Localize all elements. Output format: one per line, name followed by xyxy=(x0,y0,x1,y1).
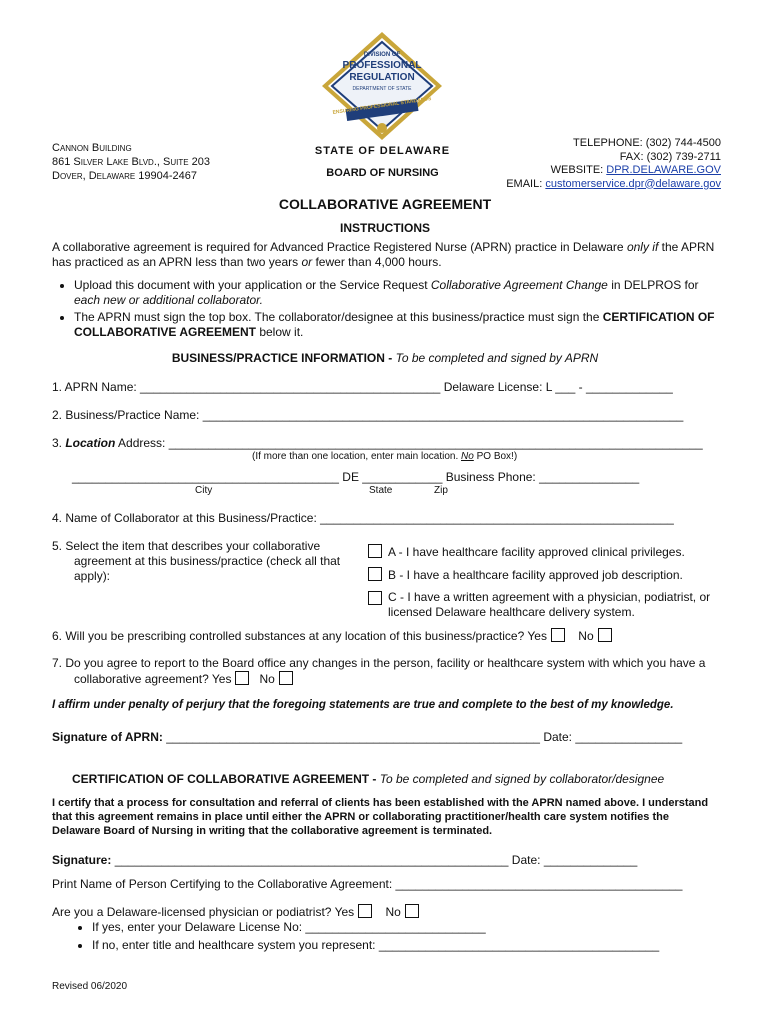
logo-ribbon: ENSURING PROFESSIONAL STANDARDS xyxy=(332,96,432,116)
license-bullets xyxy=(52,919,659,955)
q7-yes-label: Yes xyxy=(211,672,232,686)
instr-emph: or xyxy=(301,255,313,269)
print-name-field[interactable]: Print Name of Person Certifying to the Collaborative Agreement: ___________________________________________ xyxy=(52,877,683,891)
instructions-bullets xyxy=(52,278,722,342)
collaborator-signature-field[interactable]: ___________________________________________________________ xyxy=(114,853,509,867)
checkbox-c[interactable] xyxy=(368,591,382,605)
option-a[interactable] xyxy=(368,544,685,559)
option-b[interactable] xyxy=(368,567,683,582)
certification-heading-note: To be completed and signed by collaborator/designee xyxy=(379,772,665,786)
contact-block xyxy=(506,137,721,191)
collaborator-date-field[interactable]: ______________ xyxy=(543,853,638,867)
q7-text: 7. Do you agree to report to the Board office any changes in the person, facility or healthcare system with which you have a collaborative agreement? xyxy=(52,656,706,686)
licensed-question xyxy=(52,904,419,919)
revision-note: Revised 06/2020 xyxy=(52,981,128,992)
certification-heading-label: CERTIFICATION OF COLLABORATIVE AGREEMENT - xyxy=(72,772,380,786)
collaborator-signature-row xyxy=(52,853,637,867)
address-line-2: 861 Silver Lake Blvd., Suite 203 xyxy=(52,156,210,168)
city-label: City xyxy=(195,485,213,496)
bullet-text: The APRN must sign the top box. The collaborator/designee at this business/practice must sign the xyxy=(74,310,603,324)
q6-controlled xyxy=(52,628,612,643)
q3-note xyxy=(252,451,517,462)
instr-text: the APRN has practiced as an APRN less than two years xyxy=(52,240,715,269)
telephone: TELEPHONE: (302) 744-4500 xyxy=(573,137,721,149)
instr-text: fewer than 4,000 hours. xyxy=(312,255,442,269)
aprn-signature-row xyxy=(52,730,682,744)
affirm-statement: I affirm under penalty of perjury that the foregoing statements are true and complete to the best of my knowledge. xyxy=(52,699,674,711)
board-title: BOARD OF NURSING xyxy=(326,167,439,179)
fax: FAX: (302) 739-2711 xyxy=(619,150,721,163)
business-heading-note: To be completed and signed by APRN xyxy=(395,351,599,365)
bullet-text: in DELPROS for xyxy=(607,278,699,292)
logo-line1: PROFESSIONAL xyxy=(342,60,422,71)
dpr-logo xyxy=(318,30,446,140)
state-label: State xyxy=(369,485,393,496)
city-state-zip-phone[interactable]: ________________________________________ DE ____________ Business Phone: _______________ xyxy=(72,470,640,484)
address-block xyxy=(52,141,210,183)
checkbox-b[interactable] xyxy=(368,567,382,581)
option-b-label: B - I have a healthcare facility approved job description. xyxy=(388,568,683,582)
collaborator-date-label: Date: xyxy=(511,853,541,867)
aprn-date-field[interactable]: ________________ xyxy=(575,730,683,744)
page-title: COLLABORATIVE AGREEMENT xyxy=(278,196,492,212)
option-c[interactable] xyxy=(368,590,718,620)
instructions-heading: INSTRUCTIONS xyxy=(340,221,430,235)
q3-note-no: No xyxy=(461,451,474,462)
q3-number: 3. xyxy=(52,436,66,450)
certification-text: I certify that a process for consultation and referral of clients has been established with the APRN named above. I understand that this agreement remains in place until either the APRN or collaborating practitioner/health care system notifies the Delaware Board of Nursing in writing that the collaborative agreement is terminated. xyxy=(52,797,709,837)
checkbox-a[interactable] xyxy=(368,544,382,558)
q5-select: 5. Select the item that describes your collaborative agreement at this business/practice (check all that apply): xyxy=(52,539,341,583)
bullet-text: Upload this document with your application or the Service Request xyxy=(74,278,431,292)
licensed-yes-checkbox[interactable] xyxy=(358,904,372,918)
bullet-text: below it. xyxy=(256,325,304,339)
licensed-question-text: Are you a Delaware-licensed physician or podiatrist? Yes xyxy=(52,905,355,919)
licensed-no-label: No xyxy=(385,905,401,919)
q4-collaborator[interactable]: 4. Name of Collaborator at this Business/Practice: _____________________________________________________ xyxy=(52,511,674,525)
q6-text: 6. Will you be prescribing controlled substances at any location of this business/practice? Yes xyxy=(52,629,547,643)
option-c-label: C - I have a written agreement with a physician, podiatrist, or licensed Delaware healthcare delivery system. xyxy=(388,590,711,619)
email-row xyxy=(506,178,721,192)
instructions-paragraph xyxy=(52,240,722,270)
q3-note-text: (If more than one location, enter main location. xyxy=(252,451,462,462)
licensed-no-checkbox[interactable] xyxy=(405,904,419,918)
email-label: EMAIL: xyxy=(506,177,543,190)
q3-address[interactable] xyxy=(52,436,703,450)
aprn-signature-label: Signature of APRN: xyxy=(52,730,163,744)
address-line-3: Dover, Delaware 19904-2467 xyxy=(52,170,197,182)
bullet-emph: each new or additional collaborator. xyxy=(74,293,264,307)
bullet-strong: CERTIFICATION OF COLLABORATIVE AGREEMENT xyxy=(74,310,715,339)
logo-line2: REGULATION xyxy=(349,72,415,83)
q7-report xyxy=(52,656,734,687)
q2-business-name[interactable]: 2. Business/Practice Name: ________________________________________________________________________ xyxy=(52,408,684,422)
collaborator-signature-label: Signature: xyxy=(52,853,112,867)
business-heading xyxy=(0,351,770,365)
q3-note-text: PO Box!) xyxy=(473,451,518,462)
instr-emph: only if xyxy=(626,240,659,254)
state-title: STATE OF DELAWARE xyxy=(314,145,451,157)
aprn-signature-field[interactable]: ________________________________________________________ xyxy=(166,730,540,744)
website-label: WEBSITE: xyxy=(550,164,604,176)
q7-yes-checkbox[interactable] xyxy=(235,671,249,685)
bullet-sign xyxy=(74,310,722,340)
q7-no-checkbox[interactable] xyxy=(279,671,293,685)
q3-line: Address: ________________________________________________________________________________ xyxy=(115,436,703,450)
q7-no-label: No xyxy=(259,672,275,686)
q1-aprn-name[interactable]: 1. APRN Name: _____________________________________________ Delaware License: L ___ - _____________ xyxy=(52,380,673,394)
zip-label: Zip xyxy=(434,485,448,496)
bullet-emph: Collaborative Agreement Change xyxy=(430,278,608,292)
business-heading-label: BUSINESS/PRACTICE INFORMATION - xyxy=(171,351,396,365)
website-link[interactable]: DPR.DELAWARE.GOV xyxy=(606,164,721,176)
instr-text: A collaborative agreement is required for Advanced Practice Registered Nurse (APRN) practice in Delaware xyxy=(52,240,627,254)
bullet-upload xyxy=(74,278,722,308)
logo-dept: DEPARTMENT OF STATE xyxy=(352,86,412,92)
q6-no-checkbox[interactable] xyxy=(598,628,612,642)
q6-no-label: No xyxy=(578,629,594,643)
certification-heading xyxy=(72,772,664,786)
email-link[interactable]: customerservice.dpr@delaware.gov xyxy=(545,177,721,190)
q3-location: Location xyxy=(65,436,116,450)
if-yes-license-field[interactable]: • If yes, enter your Delaware License No: ___________________________ xyxy=(92,919,659,935)
aprn-date-label: Date: xyxy=(543,730,572,744)
address-line-1: Cannon Building xyxy=(52,142,132,154)
q6-yes-checkbox[interactable] xyxy=(551,628,565,642)
option-a-label: A - I have healthcare facility approved clinical privileges. xyxy=(388,545,685,559)
if-no-title-field[interactable]: • If no, enter title and healthcare system you represent: __________________________________________ xyxy=(92,937,659,953)
logo-top-text: DIVISION OF xyxy=(363,52,401,58)
website-row xyxy=(506,164,721,178)
